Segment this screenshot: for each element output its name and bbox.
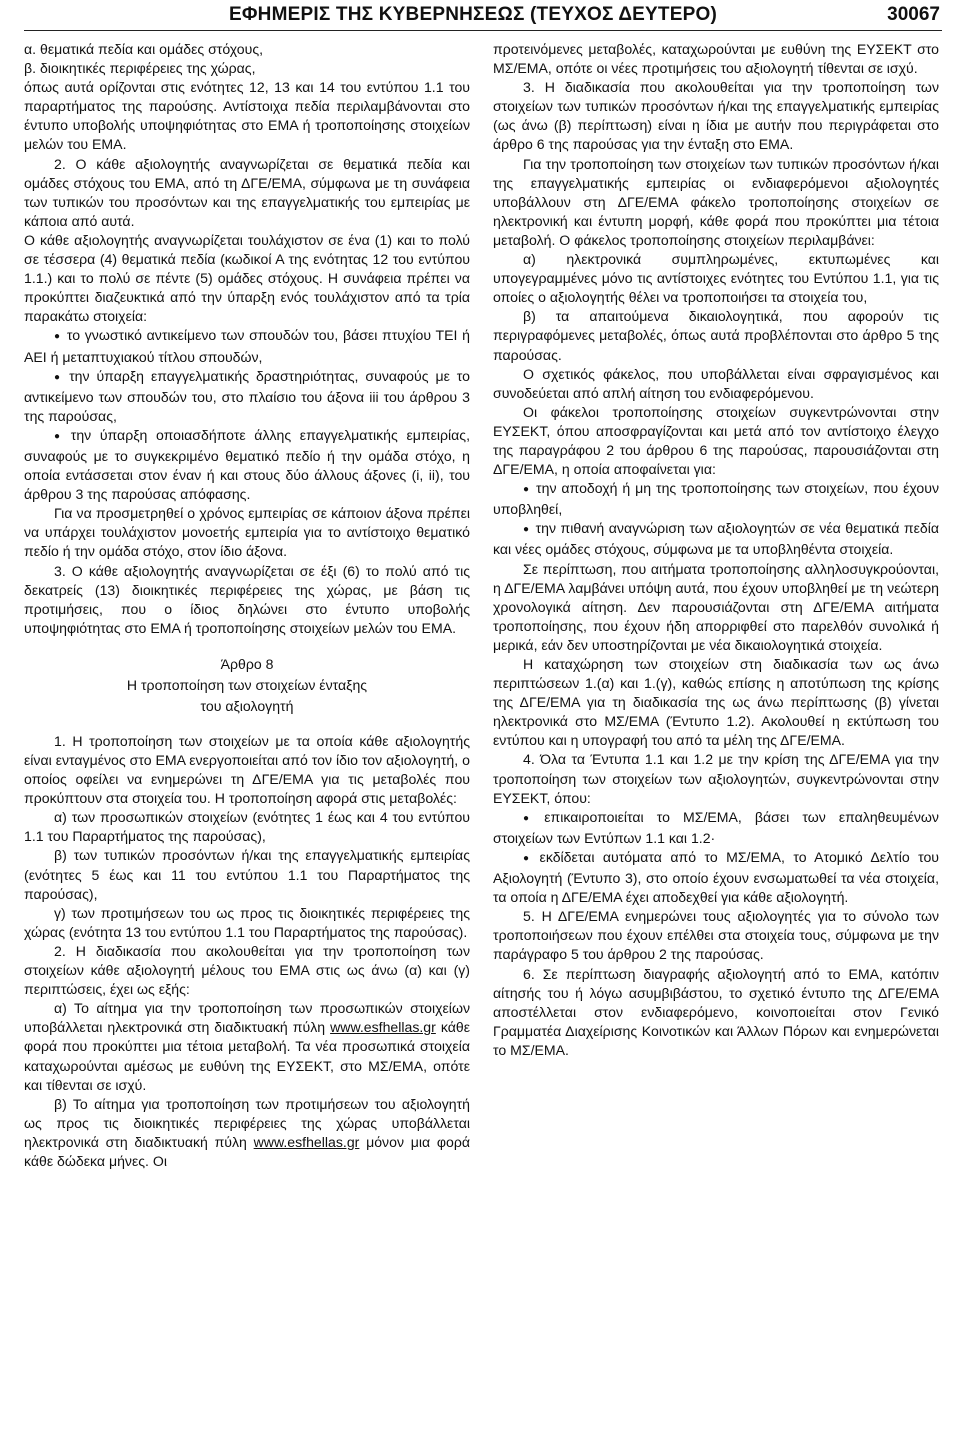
paragraph: α) ηλεκτρονικά συμπληρωμένες, εκτυπωμένες και υπογεγραμμένες μόνο τις αντίστοιχες ενότητες του Εντύπου 1.1, για τις οποίες ο αξιολογητής θέλει να τροποποιήσει τα στοιχεία του, [493,251,939,306]
page-number: 30067 [887,4,940,25]
esfhellas-link[interactable]: www.esfhellas.gr [253,1133,360,1150]
bullet-item: ● την ύπαρξη οποιασδήποτε άλλης επαγγελματικής εμπειρίας, συναφούς με το συγκεκριμένο θεματικό πεδίο ή την ομάδα στόχο, η οποία εντάσσεται στον έναν ή και στους δύο άλλους άξονες (i, ii), του άρθρου 3 της παρούσας απόφασης. [24,426,470,504]
article-title-line: του αξιολογητή [200,697,294,714]
paragraph: Ο κάθε αξιολογητής αναγνωρίζεται τουλάχιστον σε ένα (1) και το πολύ σε τέσσερα (4) θεματικά πεδία (κωδικοί Α της ενότητας 12 του εντύπου 1.1.) και το πολύ σε πέντε (5) ομάδες στόχους. Η συνάφεια πρέπει να προκύπτει διαζευκτικά από την ύπαρξη ενός τουλάχιστον από τα τρία παρακάτω στοιχεία: [24,231,470,325]
paragraph: Για την τροποποίηση των στοιχείων των τυπικών προσόντων ή/και της επαγγελματικής εμπειρίας οι ενδιαφερόμενοι αξιολογητές υποβάλλουν στη ΔΓΕ/ΕΜΑ φάκελο τροποποίησης στοιχείων σε ηλεκτρονική και έντυπη μορφή, κάθε φορά που προκύπτει μια τέτοια μεταβολή. Ο φάκελος τροποποίησης στοιχείων περιλαμβάνει: [493,155,939,248]
bullet-item: ● το γνωστικό αντικείμενο των σπουδών του, βάσει πτυχίου ΤΕΙ ή ΑΕΙ ή μεταπτυχιακού τίτλου σπουδών, [24,326,470,366]
paragraph-text: κάθε φορά που προκύπτει μια τέτοια μεταβολή. Τα νέα προσωπικά στοιχεία καταχωρούνται αμέσως με ευθύνη της ΕΥΣΕΚΤ, στο ΜΣ/ΕΜΑ, οπότε και τίθενται σε ισχύ. [24,1019,470,1093]
bullet-item: ● την ύπαρξη επαγγελματικής δραστηριότητας, συναφούς με το αντικείμενο των σπουδών του, στο πλαίσιο του άξονα iii του άρθρου 3 της παρούσας, [24,367,470,426]
paragraph-text: α) Το αίτημα για την τροποποίηση των προσωπικών στοιχείων υποβάλλεται ηλεκτρονικά στη διαδικτυακή πύλη [24,1000,470,1036]
gazette-title: ΕΦΗΜΕΡΙΣ ΤΗΣ ΚΥΒΕΡΝΗΣΕΩΣ (ΤΕΥΧΟΣ ΔΕΥΤΕΡΟ) [229,4,717,25]
esfhellas-link[interactable]: www.esfhellas.gr [330,1019,436,1036]
paragraph: Για να προσμετρηθεί ο χρόνος εμπειρίας σε κάποιον άξονα πρέπει να υπάρχει τουλάχιστον μονοετής εμπειρία για το αντίστοιχο θεματικό πεδίο ή την ομάδα στόχο, στον ίδιο άξονα. [24,505,470,560]
paragraph-text: μόνον μια φορά κάθε δώδεκα μήνες. Οι [24,1133,470,1169]
left-column [24,40,470,1171]
paragraph: Σε περίπτωση, που αιτήματα τροποποίησης αλληλοσυγκρούονται, η ΔΓΕ/ΕΜΑ λαμβάνει υπόψη αυτά, που έχουν υποβληθεί με τη νεώτερη χρονολογικά αίτηση. Δεν παρουσιάζονται στη ΔΓΕ/ΕΜΑ αιτήματα τροποποίησης, που έχουν ήδη απορριφθεί στο παρελθόν συνολικά ή μερικά, εάν δεν υποστηρίζονται με νέα δικαιολογητικά στοιχεία. [493,560,939,653]
bullet-item: ● εκδίδεται αυτόματα από το ΜΣ/ΕΜΑ, το Ατομικό Δελτίο του Αξιολογητή (Έντυπο 3), στο οποίο έχουν ενσωματωθεί τα νέα στοιχεία, τα οποία η ΔΓΕ/ΕΜΑ έχει αποδεχθεί για κάθε αξιολογητή. [493,848,939,907]
paragraph: 2. Ο κάθε αξιολογητής αναγνωρίζεται σε θεματικά πεδία και ομάδες στόχους του ΕΜΑ, από τη ΔΓΕ/ΕΜΑ, σύμφωνα με τη συνάφεια των τυπικών του προσόντων και της επαγγελματικής του εμπειρίας με κάποια από αυτά. [24,155,470,229]
paragraph: β. διοικητικές περιφέρειες της χώρας, [24,60,256,77]
paragraph: 4. Όλα τα Έντυπα 1.1 και 1.2 με την κρίση της ΔΓΕ/ΕΜΑ για την τροποποίηση των στοιχείων των αξιολογητών, συγκεντρώνονται στην ΕΥΣΕΚΤ, όπου: [493,751,939,806]
paragraph: α) των προσωπικών στοιχείων (ενότητες 1 έως και 4 του εντύπου 1.1 του Παραρτήματος της παρούσας), [24,809,470,845]
bullet-item: ● επικαιροποιείται το ΜΣ/ΕΜΑ, βάσει των επαληθευμένων στοιχείων των Εντύπων 1.1 και 1.2· [493,808,939,848]
paragraph: προτεινόμενες μεταβολές, καταχωρούνται με ευθύνη της ΕΥΣΕΚΤ στο ΜΣ/ΕΜΑ, οπότε οι νέες προτιμήσεις του αξιολογητή τίθενται σε ισχύ. [493,41,939,77]
article-number: Άρθρο 8 [220,655,274,672]
paragraph: β) των τυπικών προσόντων ή/και της επαγγελματικής εμπειρίας (ενότητες 5 έως και 11 του εντύπου 1.1 του Παραρτήματος της παρούσας), [24,847,470,902]
paragraph: 5. Η ΔΓΕ/ΕΜΑ ενημερώνει τους αξιολογητές για το σύνολο των τροποποιήσεων που έχουν επέλθει στα στοιχεία τους, σύμφωνα με την παράγραφο 5 του άρθρου 2 της παρούσας. [493,908,939,963]
paragraph: 2. Η διαδικασία που ακολουθείται για την τροποποίηση των στοιχείων κάθε αξιολογητή μέλους του ΕΜΑ στις ως άνω (α) και (γ) περιπτώσεις, έχει ως εξής: [24,942,470,998]
article-heading [24,654,470,717]
paragraph: 6. Σε περίπτωση διαγραφής αξιολογητή από το ΕΜΑ, κατόπιν αίτησής του ή λόγω ασυμβιβάστου, το σχετικό έντυπο της ΔΓΕ/ΕΜΑ αποστέλλεται στον ενδιαφερόμενο, κοινοποιείται στον Γενικό Γραμματέα Διαχείρισης Κοινοτικών και Άλλων Πόρων και ενημερώνεται το ΜΣ/ΕΜΑ. [493,965,939,1058]
paragraph: 3. Η διαδικασία που ακολουθείται για την τροποποίηση των στοιχείων των τυπικών προσόντων ή/και της επαγγελματικής εμπειρίας (ως άνω (β) περίπτωση) είναι η ίδια με αυτήν που περιγράφεται στο άρθρο 6 της παρούσας για την ένταξη στο ΕΜΑ. [493,79,939,153]
bullet-item: ● την αποδοχή ή μη της τροποποίησης των στοιχείων, που έχουν υποβληθεί, [493,479,939,519]
paragraph: Η καταχώρηση των στοιχείων στη διαδικασία των ως άνω περιπτώσεων 1.(α) και 1.(γ), καθώς επίσης η αποτύπωση της κρίσης της ΔΓΕ/ΕΜΑ για τη διαδικασία της ως άνω περίπτωσης (β) γίνεται ηλεκτρονικά στο ΜΣ/ΕΜΑ (Έντυπο 1.2). Ακολουθεί η εκτύπωση του εντύπου και η υπογραφή του από τα μέλη της ΔΓΕ/ΕΜΑ. [493,656,939,749]
bullet-item: ● την πιθανή αναγνώριση των αξιολογητών σε νέα θεματικά πεδία και νέες ομάδες στόχους, σύμφωνα με τα υποβληθέντα στοιχεία. [493,519,939,559]
paragraph: β) τα απαιτούμενα δικαιολογητικά, που αφορούν τις περιγραφόμενες μεταβολές, όπως αυτά προβλέπονται στο άρθρο 5 της παρούσας. [493,308,939,363]
paragraph [24,1095,470,1171]
right-column [493,40,939,1060]
paragraph: 1. Η τροποποίηση των στοιχείων με τα οποία κάθε αξιολογητής είναι ενταγμένος στο ΕΜΑ ενεργοποιείται από τον ίδιο τον αξιολογητή, ο οποίος οφείλει να ενημερώνει τη ΔΓΕ/ΕΜΑ για τις μεταβολές που προκύπτουν στα στοιχεία του. Η τροποποίηση αφορά στις μεταβολές: [24,732,470,807]
paragraph [24,999,470,1094]
paragraph: α. θεματικά πεδία και ομάδες στόχους, [24,41,264,57]
paragraph: γ) των προτιμήσεων του ως προς τις διοικητικές περιφέρειες της χώρας (ενότητα 13 του εντύπου 1.1 του Παραρτήματος της παρούσας). [24,904,470,940]
paragraph: Ο σχετικός φάκελος, που υποβάλλεται είναι σφραγισμένος και συνοδεύεται από απλή αίτηση του ενδιαφερόμενου. [493,365,939,401]
paragraph: 3. Ο κάθε αξιολογητής αναγνωρίζεται σε έξι (6) το πολύ από τις δεκατρείς (13) διοικητικές περιφέρειες της χώρας, με βάση τις προτιμήσεις, που ο ίδιος δηλώνει στο έντυπο υποβολής υποψηφιότητας στο ΕΜΑ ή τροποποίησης στοιχείων μελών του ΕΜΑ. [24,562,470,636]
paragraph: όπως αυτά ορίζονται στις ενότητες 12, 13 και 14 του εντύπου 1.1 του παραρτήματος της παρούσης. Αντίστοιχα πεδία περιλαμβάνονται στο έντυπο υποβολής υποψηφιότητας στο ΕΜΑ ή τροποποίησης στοιχείων μελών του ΕΜΑ. [24,79,470,153]
paragraph-text: β) Το αίτημα για τροποποίηση των προτιμήσεων του αξιολογητή ως προς τις διοικητικές περιφέρειες της χώρας υποβάλλεται ηλεκτρονικά στη διαδικτυακή πύλη [24,1095,470,1150]
paragraph: Οι φάκελοι τροποποίησης στοιχείων συγκεντρώνονται στην ΕΥΣΕΚΤ, όπου αποσφραγίζονται και μετά από τον αντίστοιχο έλεγχο της παραγράφου 2 του άρθρου 6 της παρούσας, παρουσιάζονται στη ΔΓΕ/ΕΜΑ, η οποία αποφαίνεται για: [493,403,939,478]
page-header [24,0,942,31]
article-title-line: Η τροποποίηση των στοιχείων ένταξης [126,676,368,693]
